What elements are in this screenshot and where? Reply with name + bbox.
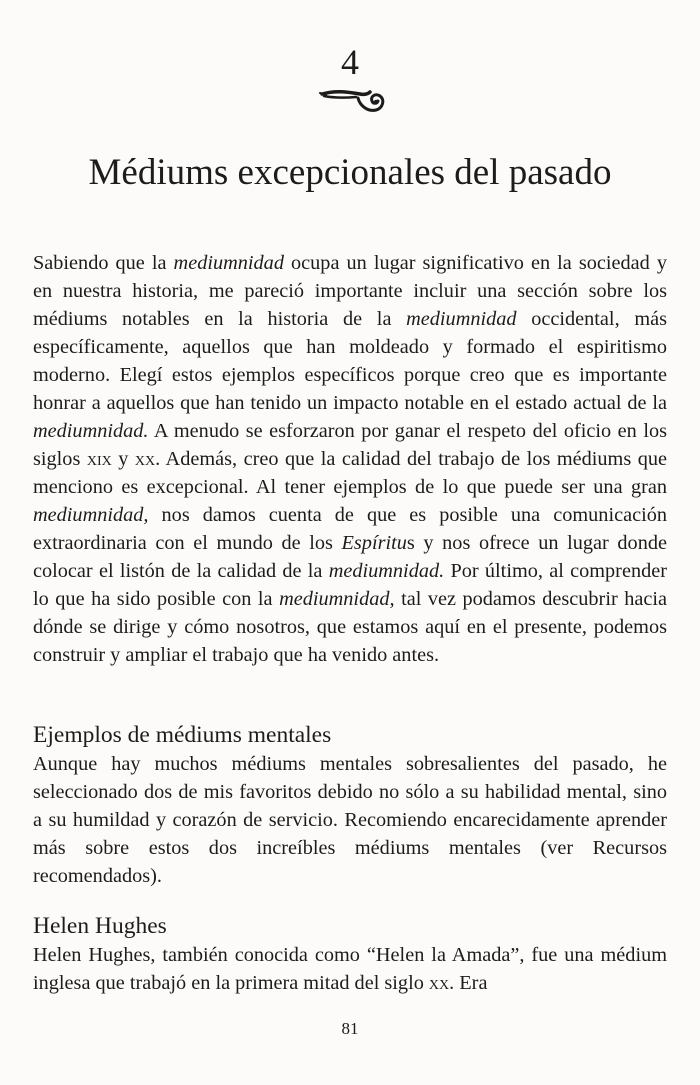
chapter-title: Médiums excepcionales del pasado: [88, 152, 612, 193]
flourish-ornament-icon: [310, 82, 390, 118]
page-number: 81: [341, 1019, 359, 1038]
section-heading-helen-hughes: Helen Hughes: [33, 913, 167, 939]
helen-hughes-paragraph: Helen Hughes, también conocida como “Helen la Amada”, fue una médium inglesa que trabajó en la primera mitad del siglo xx. Era: [33, 944, 667, 994]
intro-paragraph: Sabiendo que la mediumnidad ocupa un lugar significativo en la sociedad y en nuestra historia, me pareció importante incluir una sección sobre los médiums notables en la historia de la mediumnidad occidental, más específicamente, aquellos que han moldeado y formado el espiritismo moderno. Elegí estos ejemplos específicos porque creo que es importante honrar a aquellos que han tenido un impacto notable en el estado actual de la mediumnidad. A menudo se esforzaron por ganar el respeto del oficio en los siglos xix y xx. Además, creo que la calidad del trabajo de los médiums que menciono es excepcional. Al tener ejemplos de lo que puede ser una gran mediumnidad, nos damos cuenta de que es posible una comunicación extraordinaria con el mundo de los Espíritus y nos ofrece un lugar donde colocar el listón de la calidad de la mediumnidad. Por último, al comprender lo que ha sido posible con la mediumnidad, tal vez podamos descubrir hacia dónde se dirige y cómo nosotros, que estamos aquí en el presente, podemos construir y ampliar el trabajo que ha venido antes.: [33, 252, 667, 666]
mental-mediums-paragraph: Aunque hay muchos médiums mentales sobresalientes del pasado, he seleccionado dos de mis favoritos debido no sólo a su habilidad mental, sino a su humildad y corazón de servicio. Recomiendo encarecidamente aprender más sobre estos dos increíbles médiums mentales (ver Recursos recomendados).: [33, 753, 667, 887]
chapter-number: 4: [341, 42, 359, 82]
section-heading-mental-mediums: Ejemplos de médiums mentales: [33, 722, 332, 748]
